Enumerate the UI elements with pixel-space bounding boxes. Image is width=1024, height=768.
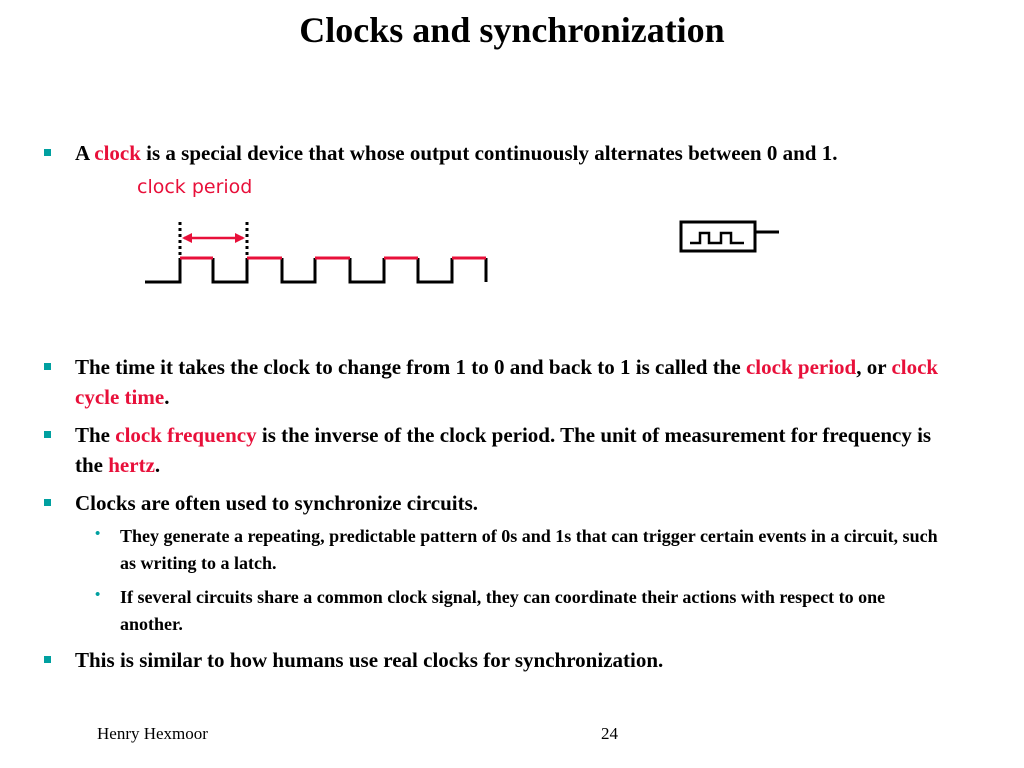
bullet-text: .	[154, 453, 161, 477]
bullet-text: A	[75, 141, 95, 165]
footer-author: Henry Hexmoor	[97, 724, 208, 743]
bullet-marker	[44, 431, 51, 438]
bullet-text: This is similar to how humans use real clocks for synchronization.	[75, 648, 664, 672]
clock-period-label: clock period	[137, 176, 253, 198]
sub-bullet-item: They generate a repeating, predictable pattern of 0s and 1s that can trigger certain events in a circuit, such as writing to a latch.	[120, 526, 938, 573]
bullet-text: is the inverse of the clock period. The unit of measurement for frequency is the	[75, 423, 932, 477]
slide-title: Clocks and synchronization	[299, 10, 725, 50]
bullet-text: , or	[856, 355, 892, 379]
bullet-marker	[44, 499, 51, 506]
highlight-term: clock cycle time	[75, 355, 939, 409]
period-arrow	[182, 233, 245, 243]
highlight-term: clock period	[745, 355, 857, 379]
bullet-clock-frequency	[75, 420, 955, 480]
bullet-text: Clocks are often used to synchronize circuits.	[75, 491, 479, 515]
sub-bullet-item: If several circuits share a common clock signal, they can coordinate their actions with respect to one another.	[120, 587, 886, 634]
sub-bullet-marker: •	[95, 526, 101, 542]
bullet-marker	[44, 656, 51, 663]
bullet-text: is a special device that whose output continuously alternates between 0 and 1.	[140, 141, 838, 165]
bullet-text: .	[164, 385, 170, 409]
bullet-humans-analogy	[75, 645, 955, 675]
clock-waveform-diagram	[0, 0, 1024, 300]
waveform-low-path	[145, 258, 486, 282]
bullet-text: The	[75, 423, 116, 447]
sub-bullet-marker: •	[95, 587, 101, 603]
highlight-term: clock	[94, 141, 141, 165]
bullet-synchronize	[75, 488, 955, 518]
page-number: 24	[601, 724, 618, 743]
highlight-term: clock frequency	[115, 423, 257, 447]
highlight-term: hertz	[108, 453, 155, 477]
clock-symbol	[681, 222, 779, 251]
bullet-marker	[44, 363, 51, 370]
bullet-clock-period	[75, 352, 955, 412]
bullet-text: The time it takes the clock to change from 1 to 0 and back to 1 is called the	[75, 355, 746, 379]
